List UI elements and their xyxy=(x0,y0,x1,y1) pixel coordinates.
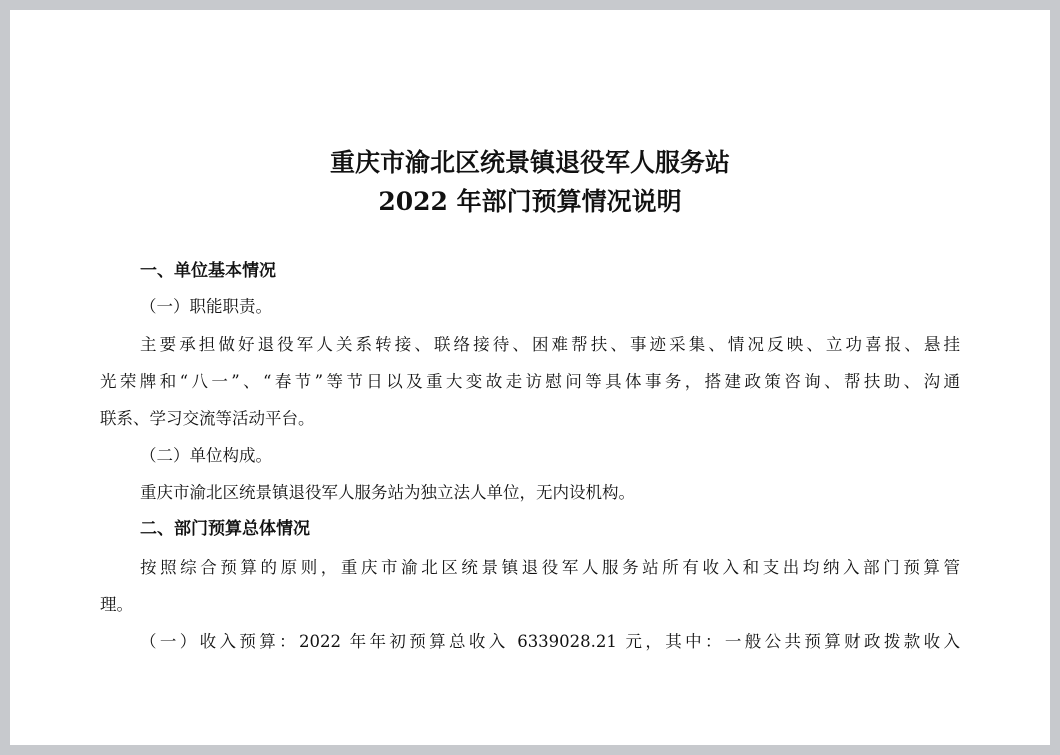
document-title-line-2: 2022 年部门预算情况说明 xyxy=(378,187,682,216)
section-2-heading: 二、部门预算总体情况 xyxy=(140,519,310,539)
section-2-paragraph-2: （一）收入预算：2022 年年初预算总收入 6339028.21 元，其中：一般公共预算财政拨款收入 xyxy=(140,632,960,651)
section-2-paragraph-1-line-2: 理。 xyxy=(100,595,133,614)
document-page xyxy=(10,10,1050,745)
document-title-line-1: 重庆市渝北区统景镇退役军人服务站 xyxy=(329,148,730,177)
section-1-paragraph-1-line-1: 主要承担做好退役军人关系转接、联络接待、困难帮扶、事迹采集、情况反映、立功喜报、悬挂 xyxy=(140,335,960,354)
section-1-paragraph-2: 重庆市渝北区统景镇退役军人服务站为独立法人单位，无内设机构。 xyxy=(140,483,635,502)
section-1-subheading-1: （一）职能职责。 xyxy=(140,297,272,316)
section-1-heading: 一、单位基本情况 xyxy=(140,261,276,281)
section-1-paragraph-1-line-2: 光荣牌和“八一”、“春节”等节日以及重大变故走访慰问等具体事务，搭建政策咨询、帮扶助、沟通 xyxy=(100,372,960,391)
section-1-paragraph-1-line-3: 联系、学习交流等活动平台。 xyxy=(100,409,315,428)
section-1-subheading-2: （二）单位构成。 xyxy=(140,446,272,465)
section-2-paragraph-1-line-1: 按照综合预算的原则，重庆市渝北区统景镇退役军人服务站所有收入和支出均纳入部门预算管 xyxy=(140,558,960,577)
